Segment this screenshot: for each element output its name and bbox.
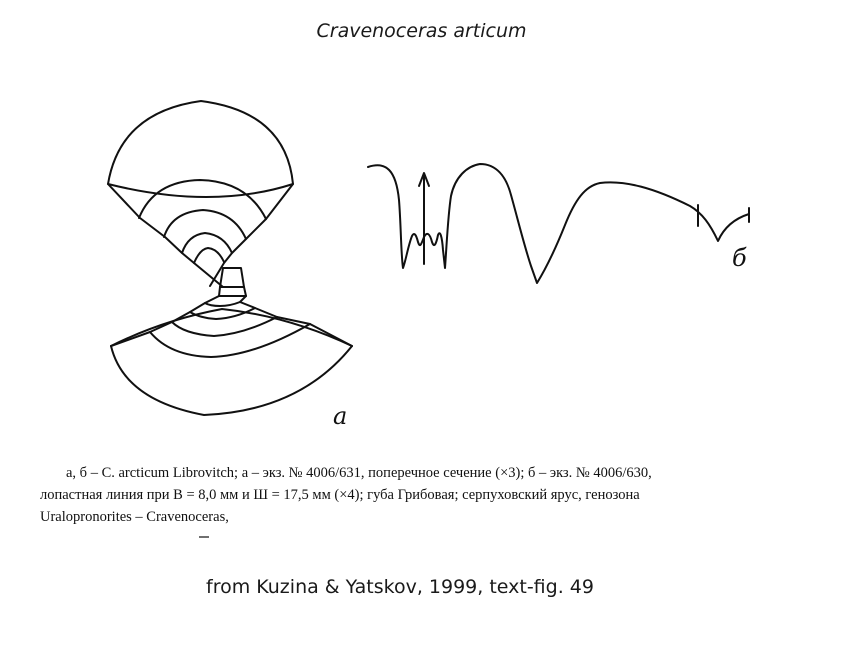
label-a: а <box>333 402 348 430</box>
caption-line-2: лопастная линия при В = 8,0 мм и Ш = 17,5 мм (×4); губа Грибовая; серпуховский ярус, генозона <box>40 487 640 503</box>
source-citation: from Kuzina & Yatskov, 1999, text-fig. 49 <box>206 576 594 598</box>
caption-line-1: а, б – C. arcticum Librovitch; а – экз. № 4006/631, поперечное сечение (×3); б – экз. № 4006/630, <box>66 465 652 481</box>
figure-caption <box>40 462 812 528</box>
caption-line-3: Uralopronorites – Cravenoceras, <box>40 509 229 525</box>
label-b: б <box>732 244 747 272</box>
cross-section-umbilicus <box>219 268 246 296</box>
cross-section-lower-whorls <box>111 296 352 415</box>
suture-line <box>368 164 749 283</box>
cross-section-upper-whorls <box>108 101 293 287</box>
figure-title: Cravenoceras articum <box>316 20 527 42</box>
